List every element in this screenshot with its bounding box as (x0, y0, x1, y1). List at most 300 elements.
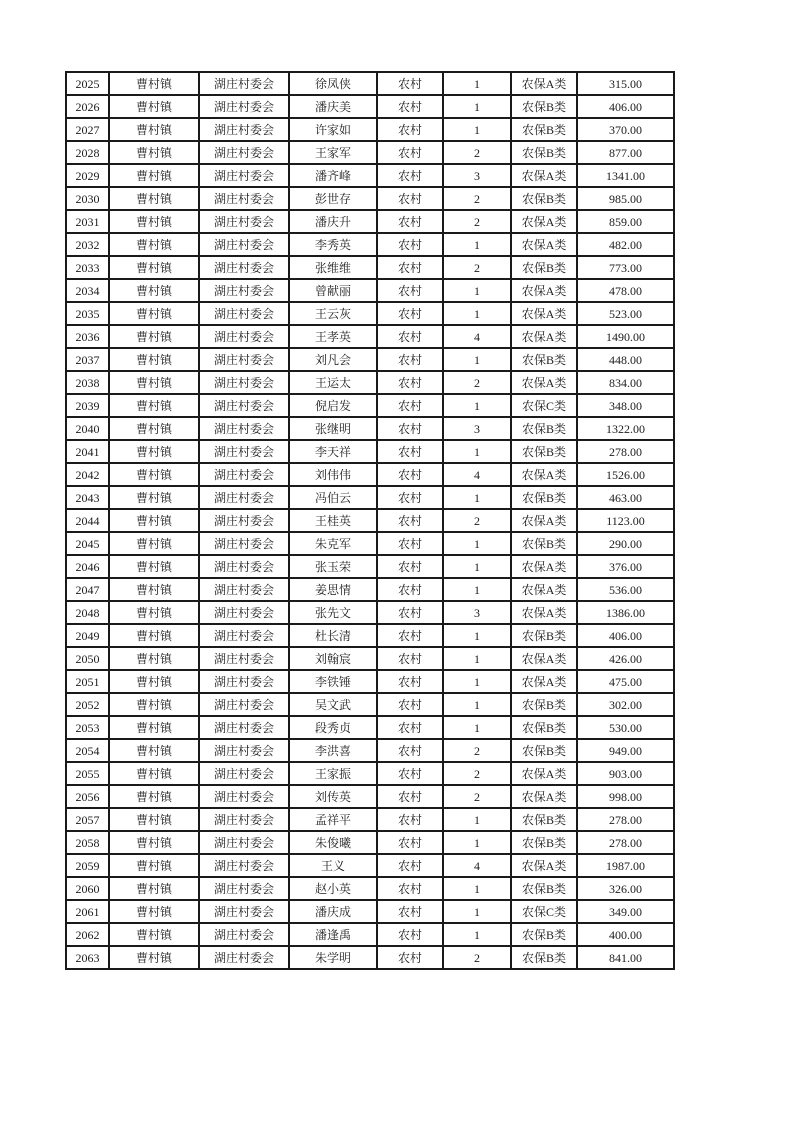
insurance-category-cell: 农保A类 (511, 279, 577, 302)
row-number-cell: 2059 (66, 854, 109, 877)
amount-cell: 1987.00 (577, 854, 674, 877)
amount-cell: 290.00 (577, 532, 674, 555)
person-name-cell: 刘凡会 (289, 348, 377, 371)
amount-cell: 1341.00 (577, 164, 674, 187)
residence-type-cell: 农村 (377, 279, 443, 302)
amount-cell: 326.00 (577, 877, 674, 900)
town-cell: 曹村镇 (109, 693, 199, 716)
table-row (66, 601, 674, 624)
table-row (66, 808, 674, 831)
person-count-cell: 1 (443, 95, 511, 118)
residence-type-cell: 农村 (377, 877, 443, 900)
village-committee-cell: 湖庄村委会 (199, 394, 289, 417)
town-cell: 曹村镇 (109, 187, 199, 210)
amount-cell: 841.00 (577, 946, 674, 969)
row-number-cell: 2041 (66, 440, 109, 463)
person-name-cell: 张维维 (289, 256, 377, 279)
insurance-category-cell: 农保A类 (511, 325, 577, 348)
row-number-cell: 2029 (66, 164, 109, 187)
person-name-cell: 王云灰 (289, 302, 377, 325)
village-committee-cell: 湖庄村委会 (199, 739, 289, 762)
residence-type-cell: 农村 (377, 187, 443, 210)
table-row (66, 72, 674, 95)
table-row (66, 141, 674, 164)
insurance-category-cell: 农保B类 (511, 348, 577, 371)
row-number-cell: 2058 (66, 831, 109, 854)
row-number-cell: 2061 (66, 900, 109, 923)
village-committee-cell: 湖庄村委会 (199, 440, 289, 463)
insurance-category-cell: 农保B类 (511, 256, 577, 279)
residence-type-cell: 农村 (377, 762, 443, 785)
village-committee-cell: 湖庄村委会 (199, 578, 289, 601)
residence-type-cell: 农村 (377, 302, 443, 325)
town-cell: 曹村镇 (109, 440, 199, 463)
town-cell: 曹村镇 (109, 394, 199, 417)
village-committee-cell: 湖庄村委会 (199, 141, 289, 164)
person-count-cell: 1 (443, 486, 511, 509)
row-number-cell: 2050 (66, 647, 109, 670)
person-name-cell: 倪启发 (289, 394, 377, 417)
row-number-cell: 2032 (66, 233, 109, 256)
village-committee-cell: 湖庄村委会 (199, 854, 289, 877)
village-committee-cell: 湖庄村委会 (199, 670, 289, 693)
insurance-category-cell: 农保B类 (511, 118, 577, 141)
person-count-cell: 2 (443, 141, 511, 164)
village-committee-cell: 湖庄村委会 (199, 72, 289, 95)
table-row (66, 440, 674, 463)
person-name-cell: 徐凤侠 (289, 72, 377, 95)
person-count-cell: 2 (443, 509, 511, 532)
amount-cell: 475.00 (577, 670, 674, 693)
amount-cell: 370.00 (577, 118, 674, 141)
insurance-category-cell: 农保B类 (511, 946, 577, 969)
table-row (66, 831, 674, 854)
village-committee-cell: 湖庄村委会 (199, 210, 289, 233)
amount-cell: 985.00 (577, 187, 674, 210)
amount-cell: 859.00 (577, 210, 674, 233)
table-row (66, 164, 674, 187)
residence-type-cell: 农村 (377, 647, 443, 670)
person-count-cell: 3 (443, 601, 511, 624)
residence-type-cell: 农村 (377, 210, 443, 233)
amount-cell: 426.00 (577, 647, 674, 670)
row-number-cell: 2045 (66, 532, 109, 555)
town-cell: 曹村镇 (109, 325, 199, 348)
person-count-cell: 2 (443, 371, 511, 394)
insurance-category-cell: 农保A类 (511, 233, 577, 256)
table-row (66, 279, 674, 302)
insurance-category-cell: 农保B类 (511, 440, 577, 463)
person-count-cell: 1 (443, 233, 511, 256)
town-cell: 曹村镇 (109, 854, 199, 877)
person-count-cell: 1 (443, 670, 511, 693)
town-cell: 曹村镇 (109, 302, 199, 325)
residence-type-cell: 农村 (377, 808, 443, 831)
town-cell: 曹村镇 (109, 647, 199, 670)
amount-cell: 463.00 (577, 486, 674, 509)
person-count-cell: 1 (443, 348, 511, 371)
table-row (66, 118, 674, 141)
table-row (66, 371, 674, 394)
person-name-cell: 朱俊曦 (289, 831, 377, 854)
person-name-cell: 李洪喜 (289, 739, 377, 762)
roster-table (65, 71, 675, 970)
person-count-cell: 2 (443, 946, 511, 969)
town-cell: 曹村镇 (109, 762, 199, 785)
village-committee-cell: 湖庄村委会 (199, 532, 289, 555)
row-number-cell: 2046 (66, 555, 109, 578)
amount-cell: 536.00 (577, 578, 674, 601)
person-count-cell: 4 (443, 854, 511, 877)
person-count-cell: 1 (443, 302, 511, 325)
table-row (66, 647, 674, 670)
village-committee-cell: 湖庄村委会 (199, 693, 289, 716)
row-number-cell: 2044 (66, 509, 109, 532)
amount-cell: 406.00 (577, 95, 674, 118)
roster-table-body (66, 72, 674, 969)
person-name-cell: 王运太 (289, 371, 377, 394)
insurance-category-cell: 农保B类 (511, 624, 577, 647)
village-committee-cell: 湖庄村委会 (199, 325, 289, 348)
person-name-cell: 李铁锤 (289, 670, 377, 693)
table-row (66, 509, 674, 532)
amount-cell: 400.00 (577, 923, 674, 946)
village-committee-cell: 湖庄村委会 (199, 417, 289, 440)
person-count-cell: 1 (443, 808, 511, 831)
town-cell: 曹村镇 (109, 946, 199, 969)
person-name-cell: 冯伯云 (289, 486, 377, 509)
amount-cell: 482.00 (577, 233, 674, 256)
row-number-cell: 2051 (66, 670, 109, 693)
residence-type-cell: 农村 (377, 923, 443, 946)
person-count-cell: 1 (443, 693, 511, 716)
residence-type-cell: 农村 (377, 141, 443, 164)
town-cell: 曹村镇 (109, 256, 199, 279)
residence-type-cell: 农村 (377, 946, 443, 969)
insurance-category-cell: 农保C类 (511, 900, 577, 923)
residence-type-cell: 农村 (377, 463, 443, 486)
town-cell: 曹村镇 (109, 417, 199, 440)
residence-type-cell: 农村 (377, 578, 443, 601)
table-row (66, 555, 674, 578)
person-name-cell: 刘伟伟 (289, 463, 377, 486)
person-name-cell: 吴文武 (289, 693, 377, 716)
row-number-cell: 2062 (66, 923, 109, 946)
town-cell: 曹村镇 (109, 141, 199, 164)
row-number-cell: 2035 (66, 302, 109, 325)
residence-type-cell: 农村 (377, 831, 443, 854)
person-name-cell: 彭世存 (289, 187, 377, 210)
table-row (66, 187, 674, 210)
person-count-cell: 3 (443, 417, 511, 440)
insurance-category-cell: 农保A类 (511, 785, 577, 808)
person-name-cell: 段秀贞 (289, 716, 377, 739)
residence-type-cell: 农村 (377, 601, 443, 624)
village-committee-cell: 湖庄村委会 (199, 233, 289, 256)
residence-type-cell: 农村 (377, 118, 443, 141)
row-number-cell: 2047 (66, 578, 109, 601)
table-row (66, 624, 674, 647)
table-row (66, 739, 674, 762)
town-cell: 曹村镇 (109, 601, 199, 624)
village-committee-cell: 湖庄村委会 (199, 256, 289, 279)
row-number-cell: 2031 (66, 210, 109, 233)
town-cell: 曹村镇 (109, 348, 199, 371)
table-row (66, 417, 674, 440)
person-name-cell: 孟祥平 (289, 808, 377, 831)
table-row (66, 210, 674, 233)
person-name-cell: 潘逢禹 (289, 923, 377, 946)
table-row (66, 716, 674, 739)
row-number-cell: 2038 (66, 371, 109, 394)
person-count-cell: 3 (443, 164, 511, 187)
residence-type-cell: 农村 (377, 233, 443, 256)
row-number-cell: 2039 (66, 394, 109, 417)
insurance-category-cell: 农保B类 (511, 739, 577, 762)
village-committee-cell: 湖庄村委会 (199, 601, 289, 624)
residence-type-cell: 农村 (377, 486, 443, 509)
residence-type-cell: 农村 (377, 95, 443, 118)
residence-type-cell: 农村 (377, 900, 443, 923)
amount-cell: 278.00 (577, 440, 674, 463)
insurance-category-cell: 农保A类 (511, 371, 577, 394)
village-committee-cell: 湖庄村委会 (199, 164, 289, 187)
table-row (66, 302, 674, 325)
town-cell: 曹村镇 (109, 716, 199, 739)
insurance-category-cell: 农保A类 (511, 647, 577, 670)
row-number-cell: 2037 (66, 348, 109, 371)
village-committee-cell: 湖庄村委会 (199, 624, 289, 647)
town-cell: 曹村镇 (109, 831, 199, 854)
person-count-cell: 1 (443, 831, 511, 854)
town-cell: 曹村镇 (109, 877, 199, 900)
person-name-cell: 潘庆成 (289, 900, 377, 923)
village-committee-cell: 湖庄村委会 (199, 118, 289, 141)
person-name-cell: 潘庆美 (289, 95, 377, 118)
village-committee-cell: 湖庄村委会 (199, 647, 289, 670)
person-count-cell: 1 (443, 72, 511, 95)
town-cell: 曹村镇 (109, 95, 199, 118)
village-committee-cell: 湖庄村委会 (199, 348, 289, 371)
village-committee-cell: 湖庄村委会 (199, 555, 289, 578)
person-count-cell: 2 (443, 187, 511, 210)
town-cell: 曹村镇 (109, 532, 199, 555)
insurance-category-cell: 农保B类 (511, 808, 577, 831)
row-number-cell: 2042 (66, 463, 109, 486)
residence-type-cell: 农村 (377, 693, 443, 716)
insurance-category-cell: 农保B类 (511, 532, 577, 555)
table-row (66, 854, 674, 877)
person-count-cell: 4 (443, 463, 511, 486)
insurance-category-cell: 农保A类 (511, 509, 577, 532)
village-committee-cell: 湖庄村委会 (199, 187, 289, 210)
row-number-cell: 2063 (66, 946, 109, 969)
person-name-cell: 潘庆升 (289, 210, 377, 233)
person-count-cell: 1 (443, 716, 511, 739)
town-cell: 曹村镇 (109, 900, 199, 923)
row-number-cell: 2053 (66, 716, 109, 739)
person-count-cell: 1 (443, 578, 511, 601)
person-name-cell: 赵小英 (289, 877, 377, 900)
residence-type-cell: 农村 (377, 509, 443, 532)
amount-cell: 448.00 (577, 348, 674, 371)
insurance-category-cell: 农保A类 (511, 72, 577, 95)
town-cell: 曹村镇 (109, 233, 199, 256)
person-count-cell: 2 (443, 256, 511, 279)
amount-cell: 834.00 (577, 371, 674, 394)
town-cell: 曹村镇 (109, 670, 199, 693)
person-count-cell: 1 (443, 624, 511, 647)
person-name-cell: 张玉荣 (289, 555, 377, 578)
amount-cell: 949.00 (577, 739, 674, 762)
residence-type-cell: 农村 (377, 624, 443, 647)
person-count-cell: 2 (443, 210, 511, 233)
amount-cell: 302.00 (577, 693, 674, 716)
person-count-cell: 1 (443, 647, 511, 670)
table-row (66, 578, 674, 601)
person-count-cell: 2 (443, 762, 511, 785)
person-name-cell: 张继明 (289, 417, 377, 440)
amount-cell: 406.00 (577, 624, 674, 647)
insurance-category-cell: 农保B类 (511, 716, 577, 739)
town-cell: 曹村镇 (109, 164, 199, 187)
village-committee-cell: 湖庄村委会 (199, 716, 289, 739)
town-cell: 曹村镇 (109, 808, 199, 831)
insurance-category-cell: 农保A类 (511, 463, 577, 486)
residence-type-cell: 农村 (377, 716, 443, 739)
residence-type-cell: 农村 (377, 417, 443, 440)
town-cell: 曹村镇 (109, 923, 199, 946)
insurance-category-cell: 农保B类 (511, 95, 577, 118)
row-number-cell: 2057 (66, 808, 109, 831)
person-name-cell: 张先文 (289, 601, 377, 624)
person-count-cell: 1 (443, 532, 511, 555)
insurance-category-cell: 农保A类 (511, 210, 577, 233)
insurance-category-cell: 农保A类 (511, 854, 577, 877)
insurance-category-cell: 农保B类 (511, 693, 577, 716)
amount-cell: 903.00 (577, 762, 674, 785)
row-number-cell: 2049 (66, 624, 109, 647)
person-name-cell: 刘翰宸 (289, 647, 377, 670)
table-row (66, 95, 674, 118)
town-cell: 曹村镇 (109, 72, 199, 95)
residence-type-cell: 农村 (377, 532, 443, 555)
row-number-cell: 2036 (66, 325, 109, 348)
town-cell: 曹村镇 (109, 624, 199, 647)
town-cell: 曹村镇 (109, 371, 199, 394)
table-row (66, 693, 674, 716)
residence-type-cell: 农村 (377, 256, 443, 279)
table-row (66, 877, 674, 900)
village-committee-cell: 湖庄村委会 (199, 785, 289, 808)
table-row (66, 233, 674, 256)
person-count-cell: 1 (443, 440, 511, 463)
village-committee-cell: 湖庄村委会 (199, 509, 289, 532)
row-number-cell: 2052 (66, 693, 109, 716)
town-cell: 曹村镇 (109, 578, 199, 601)
town-cell: 曹村镇 (109, 463, 199, 486)
person-name-cell: 许家如 (289, 118, 377, 141)
amount-cell: 278.00 (577, 831, 674, 854)
amount-cell: 998.00 (577, 785, 674, 808)
village-committee-cell: 湖庄村委会 (199, 877, 289, 900)
table-row (66, 256, 674, 279)
row-number-cell: 2043 (66, 486, 109, 509)
amount-cell: 530.00 (577, 716, 674, 739)
row-number-cell: 2030 (66, 187, 109, 210)
person-name-cell: 李秀英 (289, 233, 377, 256)
town-cell: 曹村镇 (109, 486, 199, 509)
amount-cell: 478.00 (577, 279, 674, 302)
residence-type-cell: 农村 (377, 394, 443, 417)
person-name-cell: 朱学明 (289, 946, 377, 969)
residence-type-cell: 农村 (377, 854, 443, 877)
residence-type-cell: 农村 (377, 670, 443, 693)
insurance-category-cell: 农保B类 (511, 187, 577, 210)
table-row (66, 762, 674, 785)
insurance-category-cell: 农保B类 (511, 486, 577, 509)
amount-cell: 1386.00 (577, 601, 674, 624)
amount-cell: 773.00 (577, 256, 674, 279)
insurance-category-cell: 农保B类 (511, 923, 577, 946)
table-row (66, 946, 674, 969)
town-cell: 曹村镇 (109, 210, 199, 233)
amount-cell: 877.00 (577, 141, 674, 164)
amount-cell: 1526.00 (577, 463, 674, 486)
village-committee-cell: 湖庄村委会 (199, 831, 289, 854)
person-count-cell: 2 (443, 785, 511, 808)
insurance-category-cell: 农保A类 (511, 601, 577, 624)
village-committee-cell: 湖庄村委会 (199, 95, 289, 118)
village-committee-cell: 湖庄村委会 (199, 900, 289, 923)
person-count-cell: 4 (443, 325, 511, 348)
town-cell: 曹村镇 (109, 279, 199, 302)
insurance-category-cell: 农保A类 (511, 555, 577, 578)
residence-type-cell: 农村 (377, 440, 443, 463)
row-number-cell: 2026 (66, 95, 109, 118)
row-number-cell: 2033 (66, 256, 109, 279)
village-committee-cell: 湖庄村委会 (199, 371, 289, 394)
amount-cell: 1322.00 (577, 417, 674, 440)
table-row (66, 463, 674, 486)
person-count-cell: 1 (443, 900, 511, 923)
residence-type-cell: 农村 (377, 348, 443, 371)
person-name-cell: 王义 (289, 854, 377, 877)
insurance-category-cell: 农保B类 (511, 141, 577, 164)
amount-cell: 315.00 (577, 72, 674, 95)
insurance-category-cell: 农保C类 (511, 394, 577, 417)
person-name-cell: 刘传英 (289, 785, 377, 808)
person-name-cell: 王家振 (289, 762, 377, 785)
residence-type-cell: 农村 (377, 371, 443, 394)
village-committee-cell: 湖庄村委会 (199, 762, 289, 785)
table-row (66, 923, 674, 946)
row-number-cell: 2055 (66, 762, 109, 785)
person-name-cell: 王家军 (289, 141, 377, 164)
insurance-category-cell: 农保A类 (511, 762, 577, 785)
residence-type-cell: 农村 (377, 555, 443, 578)
insurance-category-cell: 农保B类 (511, 831, 577, 854)
row-number-cell: 2040 (66, 417, 109, 440)
row-number-cell: 2025 (66, 72, 109, 95)
village-committee-cell: 湖庄村委会 (199, 946, 289, 969)
town-cell: 曹村镇 (109, 509, 199, 532)
town-cell: 曹村镇 (109, 118, 199, 141)
table-row (66, 900, 674, 923)
amount-cell: 348.00 (577, 394, 674, 417)
insurance-category-cell: 农保A类 (511, 302, 577, 325)
person-name-cell: 姜思情 (289, 578, 377, 601)
